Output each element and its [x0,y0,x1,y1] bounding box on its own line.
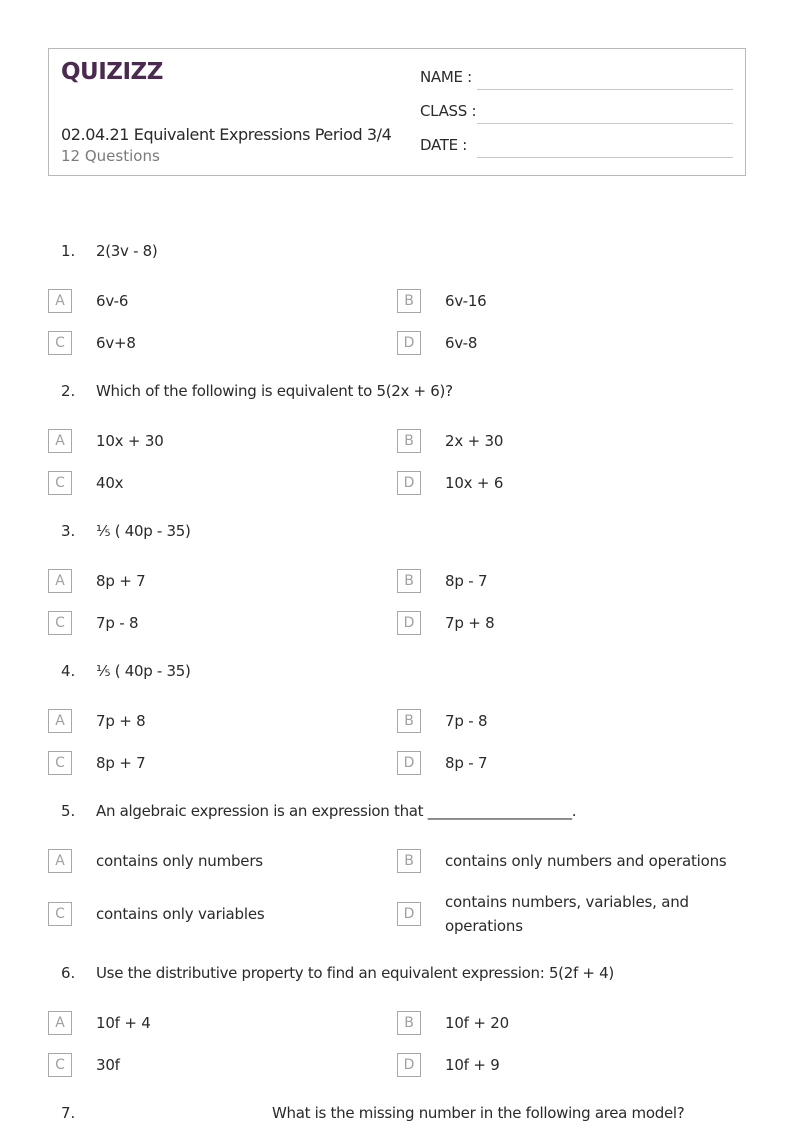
name-label: NAME : [420,68,472,86]
option-letter-box[interactable]: A [48,709,72,733]
option-letter-box[interactable]: A [48,849,72,873]
question-text: Which of the following is equivalent to 5(2x + 6)? [96,382,453,400]
name-line [477,89,733,90]
option-letter-box[interactable]: B [397,1011,421,1035]
option-letter-box[interactable]: D [397,1053,421,1077]
option-letter-box[interactable]: C [48,611,72,635]
option-text: 6v+8 [96,334,136,352]
option-text: 7p - 8 [445,712,488,730]
worksheet-title: 02.04.21 Equivalent Expressions Period 3/4 [61,125,392,144]
question-text: ⅕ ( 40p - 35) [96,662,191,680]
question-number: 5. [61,802,76,820]
question-count: 12 Questions [61,147,160,165]
option-text: contains numbers, variables, and operations [445,893,689,935]
option-text: 30f [96,1056,120,1074]
worksheet-header [48,48,746,176]
option-text: 8p - 7 [445,754,488,772]
option-text: 10f + 4 [96,1014,151,1032]
option-letter-box[interactable]: D [397,471,421,495]
question-text: Use the distributive property to find an equivalent expression: 5(2f + 4) [96,964,614,982]
option-letter-box[interactable]: D [397,611,421,635]
option-text: 7p + 8 [96,712,146,730]
option-text: 2x + 30 [445,432,504,450]
option-letter-box[interactable]: C [48,331,72,355]
option-text: 6v-16 [445,292,487,310]
option-text: contains only numbers [96,852,263,870]
option-text: 6v-6 [96,292,129,310]
option-text: 40x [96,474,124,492]
date-label: DATE : [420,136,468,154]
class-line [477,123,733,124]
option-letter-box[interactable]: D [397,331,421,355]
option-text: 10x + 30 [96,432,164,450]
option-text: 10f + 9 [445,1056,500,1074]
option-text: 6v-8 [445,334,478,352]
question-text: ⅕ ( 40p - 35) [96,522,191,540]
date-line [477,157,733,158]
question-number: 1. [61,242,76,260]
option-letter-box[interactable]: A [48,429,72,453]
class-label: CLASS : [420,102,477,120]
question-text: An algebraic expression is an expression that ____________________. [96,802,577,820]
option-letter-box[interactable]: A [48,569,72,593]
option-text: contains only variables [96,905,265,923]
option-text: 7p + 8 [445,614,495,632]
option-letter-box[interactable]: C [48,471,72,495]
option-letter-box[interactable]: B [397,569,421,593]
option-letter-box[interactable]: D [397,751,421,775]
question-number: 4. [61,662,76,680]
option-text: 10f + 20 [445,1014,509,1032]
option-letter-box[interactable]: B [397,289,421,313]
question-number: 6. [61,964,76,982]
option-letter-box[interactable]: C [48,902,72,926]
option-letter-box[interactable]: D [397,902,421,926]
option-letter-box[interactable]: B [397,849,421,873]
option-text: 8p + 7 [96,754,146,772]
option-text: 10x + 6 [445,474,504,492]
question-text: 2(3v - 8) [96,242,158,260]
option-letter-box[interactable]: C [48,1053,72,1077]
option-text: 8p - 7 [445,572,488,590]
quizizz-logo: QUIZIZZ [61,59,163,85]
option-text: 8p + 7 [96,572,146,590]
option-letter-box[interactable]: A [48,289,72,313]
option-letter-box[interactable]: A [48,1011,72,1035]
option-letter-box[interactable]: C [48,751,72,775]
option-letter-box[interactable]: B [397,709,421,733]
question-number: 2. [61,382,76,400]
option-text: 7p - 8 [96,614,139,632]
question-number: 3. [61,522,76,540]
question-text: What is the missing number in the following area model? [272,1104,685,1122]
question-number: 7. [61,1104,76,1122]
option-letter-box[interactable]: B [397,429,421,453]
option-text: contains only numbers and operations [445,852,727,870]
